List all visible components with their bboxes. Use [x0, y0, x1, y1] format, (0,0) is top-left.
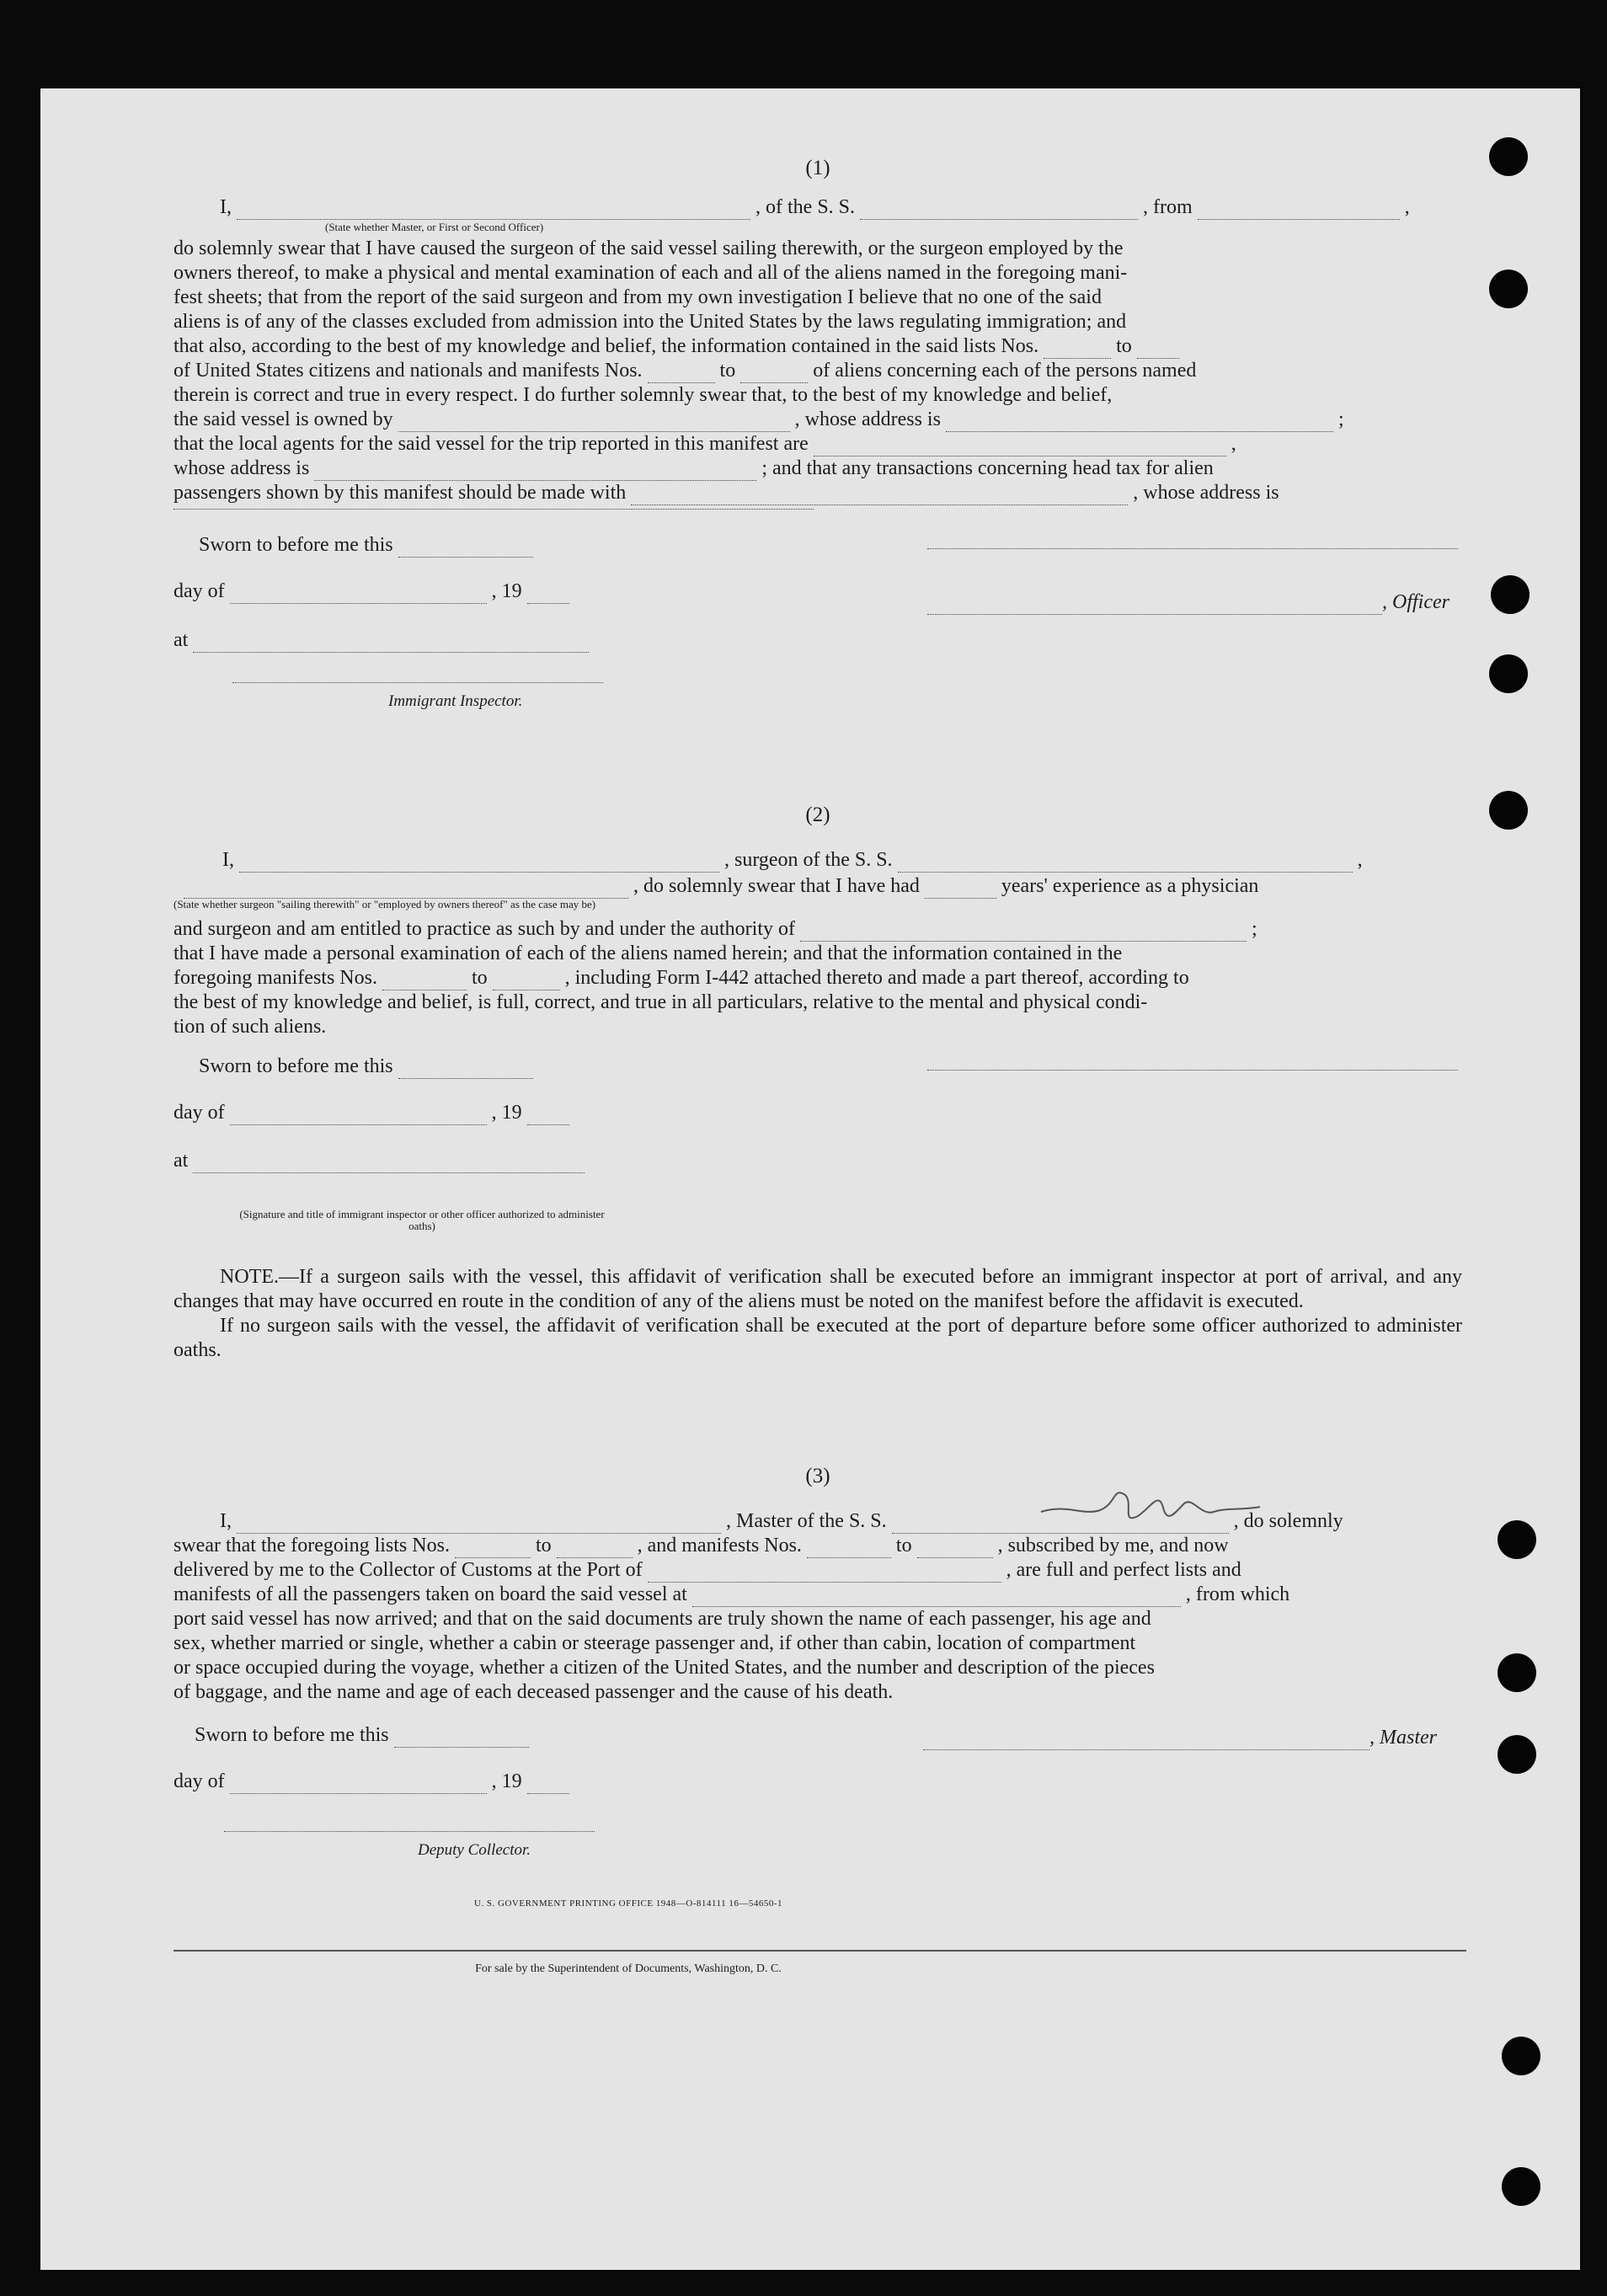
caption-signature: (Signature and title of immigrant inspector or other officer authorized to administer oaths) [239, 1208, 605, 1232]
officer-label: , Officer [1382, 591, 1450, 613]
binder-hole [1498, 1653, 1536, 1692]
swear-label: , do solemnly swear that I have had [633, 875, 920, 897]
master-label: , Master [1369, 1727, 1437, 1749]
label-i: I, [220, 1510, 232, 1532]
lists-to-field[interactable] [1137, 339, 1179, 359]
body-line: aliens is of any of the classes excluded from admission into the United States by the laws regulating immigration; and [174, 311, 1127, 333]
passengers-label: passengers shown by this manifest should be made with [174, 482, 627, 504]
master-name-field[interactable] [237, 200, 750, 220]
headtax-address-label: , whose address is [1133, 482, 1279, 504]
caption-surgeon: (State whether surgeon "sailing therewith" or "employed by owners thereof" as the case may be) [174, 898, 596, 910]
binder-hole [1489, 654, 1528, 693]
day-of-label: day of [174, 1102, 225, 1124]
collector-signature-line[interactable] [224, 1831, 595, 1832]
year-field[interactable] [527, 585, 569, 604]
lists-from-field[interactable] [1044, 339, 1111, 359]
port-field[interactable] [648, 1563, 1001, 1583]
owner-address-label: , whose address is [794, 408, 941, 430]
lists-label: swear that the foregoing lists Nos. [174, 1535, 450, 1556]
owner-address-field[interactable] [946, 413, 1333, 432]
surgeon-signature-line[interactable] [927, 1070, 1458, 1071]
month-field[interactable] [230, 1775, 487, 1794]
caption-master: (State whether Master, or First or Second Officer) [325, 221, 544, 233]
owner-field[interactable] [398, 413, 790, 432]
inspector-caption: Immigrant Inspector. [388, 692, 523, 710]
binder-hole [1502, 2167, 1540, 2206]
section-1: (1) I, , of the S. S. , from , (State whether Master, or First or Second Officer) do solemnly swear that I have caused the surgeon of the said vessel sailing therewith, or the surgeon employed by the owners thereof, to make a physical and mental examination of each and all of the aliens named in the foregoing mani- fest sheets; that from the report of the said surgeon and from my own investigation I believe that no one of the said aliens is of any of the classes excluded from admission into the United States by the laws regulating immigration; and that also, according to the best of my knowledge and belief, the information contained in the said lists Nos. to of United States citizens and nationals and manifests Nos. to of aliens concerning each of the persons named therein is correct and true in every respect. I do further solemnly swear that, to the best of my knowledge and belief, the said vessel is owned by , whose address is ; that the local agents for the said vessel for the trip reported in this manifest are , whose address is ; and that any transactions concerning head tax for alien passengers shown by this manifest should be made with , whose address is Sworn to before me this day of , 19 at Immigrant Inspector. , Officer [174, 156, 1462, 727]
form-label: , including Form I-442 attached thereto and made a part thereof, according to [564, 967, 1189, 989]
year-label: , 19 [491, 580, 522, 602]
body-line: fest sheets; that from the report of the said surgeon and from my own investigation I believe that no one of the said [174, 286, 1102, 308]
binder-hole [1489, 137, 1528, 176]
year-label: , 19 [491, 1770, 522, 1792]
label-i: I, [222, 849, 234, 871]
manifest-to-label: to [471, 967, 488, 989]
day-of-label: day of [174, 580, 225, 602]
deputy-caption: Deputy Collector. [418, 1841, 531, 1859]
form-page [40, 88, 1580, 2270]
section-number: (2) [805, 804, 830, 826]
authority-label: and surgeon and am entitled to practice as such by and under the authority of [174, 918, 795, 940]
binder-hole [1491, 575, 1530, 614]
manifest-to-field[interactable] [740, 364, 808, 383]
years-label: years' experience as a physician [1001, 875, 1259, 897]
year-field[interactable] [527, 1775, 569, 1794]
surgeon-status-field[interactable] [184, 879, 628, 899]
sworn-label: Sworn to before me this [199, 1055, 393, 1077]
agent-address-field[interactable] [314, 462, 756, 481]
body-line: that I have made a personal examination of each of the aliens named herein; and that the information contained in the [174, 942, 1123, 964]
day-of-label: day of [174, 1770, 225, 1792]
solemnly-label: , do solemnly [1233, 1510, 1343, 1532]
at-label: at [174, 1150, 189, 1172]
section-number: (3) [805, 1465, 830, 1487]
month-field[interactable] [230, 585, 487, 604]
manifests-to-field[interactable] [917, 1539, 993, 1558]
manifest-label: foregoing manifests Nos. [174, 967, 377, 989]
master-signature-line[interactable] [927, 548, 1458, 549]
port-label: delivered by me to the Collector of Customs at the Port of [174, 1559, 643, 1581]
section-number: (1) [805, 157, 830, 179]
from-port-field[interactable] [1198, 200, 1400, 220]
citizens-label: of United States citizens and nationals and manifests Nos. [174, 360, 643, 382]
subscribed-label: , subscribed by me, and now [997, 1535, 1229, 1556]
body-line: sex, whether married or single, whether a cabin or steerage passenger and, if other than cabin, location of compartment [174, 1632, 1136, 1654]
lists-to-field[interactable] [557, 1539, 633, 1558]
label-i: I, [220, 196, 232, 218]
body-line: therein is correct and true in every respect. I do further solemnly swear that, to the best of my knowledge and belief, [174, 384, 1113, 406]
sworn-label: Sworn to before me this [195, 1724, 389, 1746]
manifests-to-label: to [895, 1535, 912, 1556]
from-which-label: , from which [1185, 1583, 1290, 1605]
headtax-label: ; and that any transactions concerning head tax for alien [761, 457, 1214, 479]
body-line: of baggage, and the name and age of each deceased passenger and the cause of his death. [174, 1681, 894, 1703]
signature-scribble [1033, 1478, 1285, 1537]
owner-label: the said vessel is owned by [174, 408, 393, 430]
manifest-to-label: to [719, 360, 736, 382]
continuation-line[interactable] [174, 509, 814, 510]
master-of-label: , Master of the S. S. [726, 1510, 887, 1532]
year-label: , 19 [491, 1102, 522, 1124]
label-of-ss: , of the S. S. [755, 196, 856, 218]
footer-text: For sale by the Superintendent of Documents, Washington, D. C. [475, 1962, 782, 1975]
inspector-signature-line[interactable] [232, 682, 603, 683]
boarding-port-field[interactable] [692, 1588, 1181, 1607]
month-field[interactable] [230, 1106, 487, 1125]
agent-address-label: whose address is [174, 457, 310, 479]
manifest-from-field[interactable] [382, 971, 467, 990]
body-line: owners thereof, to make a physical and mental examination of each and all of the aliens named in the foregoing mani- [174, 262, 1128, 284]
aliens-label: of aliens concerning each of the persons named [813, 360, 1197, 382]
binder-hole [1498, 1520, 1536, 1559]
label-from: , from [1143, 196, 1193, 218]
binder-hole [1489, 270, 1528, 308]
sworn-day-field[interactable] [398, 1060, 533, 1079]
place-field[interactable] [193, 633, 589, 653]
vessel-name-field[interactable] [860, 200, 1138, 220]
agents-field[interactable] [814, 437, 1226, 457]
master-signature-line[interactable] [923, 1731, 1369, 1750]
body-line: port said vessel has now arrived; and that on the said documents are truly shown the name of each passenger, his age and [174, 1608, 1151, 1630]
years-field[interactable] [925, 879, 996, 899]
authority-field[interactable] [800, 922, 1247, 942]
manifest-to-field[interactable] [493, 971, 560, 990]
full-lists-label: , are full and perfect lists and [1006, 1559, 1241, 1581]
surgeon-name-field[interactable] [239, 853, 719, 873]
surgeon-of-label: , surgeon of the S. S. [724, 849, 893, 871]
place-field[interactable] [193, 1154, 585, 1173]
lists-from-field[interactable] [455, 1539, 531, 1558]
body-line: the best of my knowledge and belief, is full, correct, and true in all particulars, relative to the mental and physical condi- [174, 991, 1148, 1013]
sworn-day-field[interactable] [398, 538, 533, 558]
lists-to-label: to [1116, 335, 1132, 357]
surgeon-vessel-field[interactable] [898, 853, 1353, 873]
officer-signature-line[interactable] [927, 595, 1382, 615]
sworn-day-field[interactable] [394, 1728, 529, 1748]
agents-label: that the local agents for the said vessel for the trip reported in this manifest are [174, 433, 809, 455]
section-2: (2) I, , surgeon of the S. S. , , do solemnly swear that I have had years' experience as a physician (State whether surgeon "sailing therewith" or "employed by owners thereof" as the case may be) and surgeon and am entitled to practice as such by and under the authority of ; that I have made a personal examination of each of the aliens named herein; and that the information contained in the foregoing manifests Nos. to , including Form I-442 attached thereto and made a part thereof, according to the best of my knowledge and belief, is full, correct, and true in all particulars, relative to the mental and physical condi- tion of such aliens. Sworn to before me this day of , 19 at (Signature and title of immigrant inspector or other officer authorized to administer oaths) NOTE.—If a surgeon sails with the vessel, this affidavit of verification shall be executed before an immigrant inspector at port of arrival, and any changes that may have occurred en route in the condition of any of the aliens must be noted on the manifest before the affidavit is executed. If no surgeon sails with the vessel, the affidavit of verification shall be executed at the port of departure before some officer authorized to administer oaths. [174, 803, 1462, 1363]
manifest-from-field[interactable] [648, 364, 715, 383]
lists-label: that also, according to the best of my knowledge and belief, the information contained in the said lists Nos. [174, 335, 1039, 357]
body-line: tion of such aliens. [174, 1016, 327, 1038]
at-label: at [174, 629, 189, 651]
manifests-from-field[interactable] [807, 1539, 891, 1558]
note-2: If no surgeon sails with the vessel, the affidavit of verification shall be executed at the port of departure before some officer authorized to administer oaths. [174, 1315, 1462, 1361]
printing-imprint: U. S. GOVERNMENT PRINTING OFFICE 1948—O-814111 16—54650-1 [473, 1898, 783, 1909]
year-field[interactable] [527, 1106, 569, 1125]
note-1: NOTE.—If a surgeon sails with the vessel, this affidavit of verification shall be executed before an immigrant inspector at port of arrival, and any changes that may have occurred en route in the condition of any of the aliens must be noted on the manifest before the affidavit is executed. [174, 1266, 1462, 1312]
binder-hole [1502, 2037, 1540, 2075]
binder-hole [1498, 1735, 1536, 1774]
footer-rule [174, 1950, 1466, 1952]
body-line: do solemnly swear that I have caused the surgeon of the said vessel sailing therewith, or the surgeon employed by the [174, 238, 1124, 259]
master-name-field[interactable] [237, 1514, 721, 1534]
boarded-label: manifests of all the passengers taken on board the said vessel at [174, 1583, 687, 1605]
headtax-party-field[interactable] [631, 486, 1128, 505]
lists-to-label: to [535, 1535, 552, 1556]
form-content [174, 156, 1462, 1981]
binder-hole [1489, 791, 1528, 830]
manifests-label: , and manifests Nos. [637, 1535, 802, 1556]
sworn-label: Sworn to before me this [199, 534, 393, 556]
body-line: or space occupied during the voyage, whether a citizen of the United States, and the number and description of the pieces [174, 1657, 1155, 1679]
